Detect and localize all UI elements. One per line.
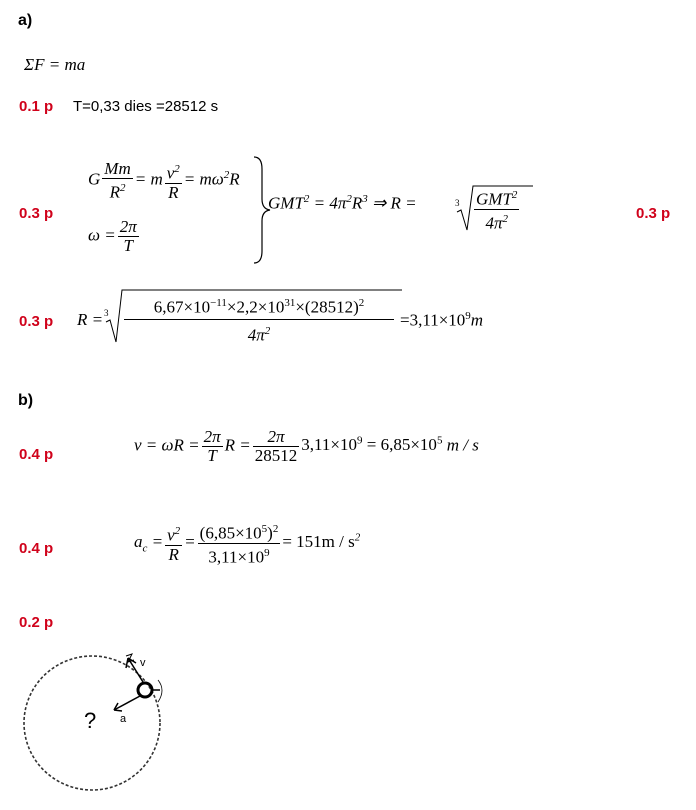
part-a-label: a) — [18, 12, 33, 29]
accel-num: (6,85×10 — [199, 523, 262, 543]
points-a1: 0.1 p — [19, 98, 54, 115]
equation-omega: ω = $\frac{2\pi}{T}$ — [88, 217, 137, 255]
acceleration-lhs: a — [134, 532, 143, 552]
velocity-frac-num: 2π — [203, 427, 221, 446]
radius-result: $=3,11\times 10^9m$ — [400, 310, 484, 330]
acceleration-equation: $a_c$ = $\frac{v^2}{R}$ = $\frac{(6,85\times 10^5)^2}{3,11\times 10^9}$ = $151m / s^2$ — [134, 520, 360, 566]
newton-law — [24, 55, 85, 75]
newton-law-text: ΣF = ma — [24, 55, 86, 74]
velocity-frac2-den: 28512 — [254, 446, 298, 465]
accel-result: = 151m / s — [282, 532, 355, 552]
satellite-icon — [138, 683, 152, 697]
points-b3: 0.2 p — [19, 614, 54, 631]
question-mark: ? — [84, 708, 97, 733]
velocity-unit: m / s — [446, 435, 479, 455]
radius-symbol: R = — [77, 310, 104, 329]
radius-result-text: =3,11×10 — [400, 310, 466, 330]
radius-fraction: $6,67\times 10^{-11}\times 2,2\times 10^{31}\times(28512)^2$ $4\pi^2$ — [124, 292, 394, 346]
points-a3: 0.3 p — [19, 313, 54, 330]
points-b2: 0.4 p — [19, 540, 54, 557]
kepler-root-fraction: $\frac{GMT^2}{4\pi^2}$ — [472, 186, 521, 232]
velocity-lhs: v = ωR = — [134, 435, 200, 455]
velocity-equation: v = ωR = $\frac{2\pi}{T}$ R = $\frac{2\pi}{28512}$ $3,11\times 10^9 = 6,85\times 10^5$ m / s — [134, 427, 479, 465]
velocity-rest: 3,11×10 — [301, 435, 357, 455]
points-a2-left: 0.3 p — [19, 205, 54, 222]
acceleration-label: a — [120, 713, 127, 725]
velocity-mid: R = — [224, 435, 251, 455]
radius-num-3: ×(28512) — [295, 297, 359, 317]
equation-gravity: G $\frac{Mm}{R^2}$ = m $\frac{v^2}{R}$ = $m\omega^2R$ — [88, 159, 240, 202]
svg-text:3: 3 — [455, 198, 460, 208]
points-a2-right: 0.3 p — [636, 205, 671, 222]
accel-den: 3,11×10 — [208, 547, 265, 567]
orbit-diagram — [10, 650, 190, 800]
svg-text:3: 3 — [104, 308, 109, 318]
radius-num-1: 6,67×10 — [153, 297, 211, 317]
velocity-frac2-num: 2π — [253, 428, 300, 447]
velocity-result: = 6,85×10 — [366, 435, 437, 455]
equation-kepler: $GMT^2 = 4\pi^2R^3$ ⇒ R = — [268, 193, 417, 213]
velocity-frac-den: T — [207, 446, 217, 465]
points-b1: 0.4 p — [19, 446, 54, 463]
velocity-label: v — [140, 657, 146, 669]
radius-num-2: ×2,2×10 — [226, 297, 285, 317]
period-text: T=0,33 dies =28512 s — [73, 98, 219, 115]
part-b-label: b) — [18, 392, 34, 409]
